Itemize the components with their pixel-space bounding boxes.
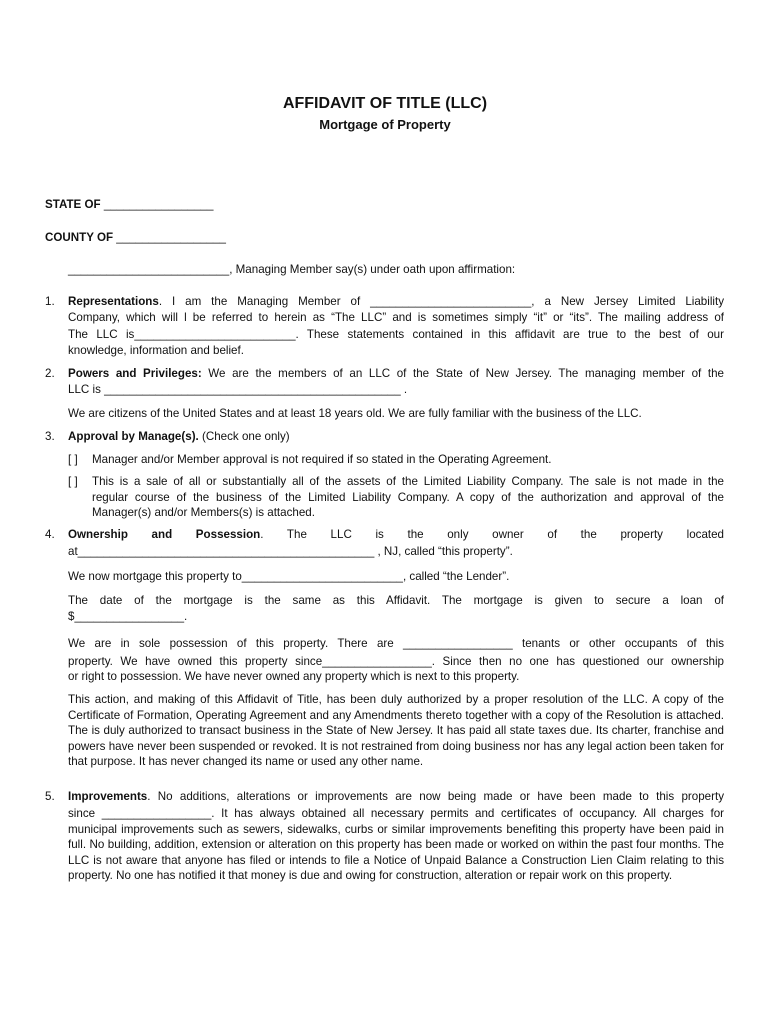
mortgage-date-line-1: The date of the mortgage is the same as this Affidavit. The mortgage is given to secure a loan of [68, 594, 724, 607]
section-4-line-2: at______________________________________________ , NJ, called “this property”. [68, 545, 513, 558]
county-blank: _________________ [116, 231, 226, 244]
possession-line-1: We are in sole possession of this property. There are _________________ tenants or other occupants of this [68, 637, 724, 650]
state-line [45, 197, 213, 213]
document-title: AFFIDAVIT OF TITLE (LLC) [282, 95, 488, 112]
section-5-paragraph: since _________________. It has always obtained all necessary permits and certificates of occupancy. All charges for municipal improvements such as sewers, sidewalks, curbs or similar improvements benefiting this property have been paid in full. No building, addition, extension or alteration on this property has been made or worked on within the past four months. The LLC is not aware that anyone has filed or intends to file a Notice of Unpaid Balance a Construction Lien Claim relating to this property. No one has notified it that money is due and owing for construction, alteration or repair work on this property. [68, 807, 724, 882]
option-2-line-2: regular course of the business of the Limited Liability Company. A copy of the authorization and approval of the [92, 491, 724, 504]
section-2-paragraph: We are citizens of the United States and at least 18 years old. We are fully familiar with the business of the LLC. [68, 407, 642, 420]
section-1-line-2: Company, which will l be referred to herein as “The LLC” and is sometimes simply “it” or “its”. The mailing address of [68, 311, 724, 324]
section-5-number: 5. [45, 790, 55, 803]
section-1-heading: Representations [68, 295, 159, 308]
county-line [45, 230, 226, 246]
intro-line: _________________________, Managing Member say(s) under oath upon affirmation: [68, 263, 516, 276]
option-1-checkbox[interactable]: [ ] [68, 453, 78, 466]
mortgage-to-line: We now mortgage this property to_________________________, called “the Lender”. [68, 570, 510, 583]
section-2-line-2: LLC is ______________________________________________ . [68, 383, 408, 396]
possession-line-2: property. We have owned this property since_________________. Since then no one has questioned our ownership [68, 655, 724, 668]
section-1-line-1: Representations. I am the Managing Member of _________________________, a New Jersey Limited Liability [68, 295, 724, 308]
section-4-number: 4. [45, 528, 55, 541]
option-1-text: Manager and/or Member approval is not required if so stated in the Operating Agreement. [92, 453, 552, 466]
section-2-line-1: Powers and Privileges: We are the members of an LLC of the State of New Jersey. The managing member of the [68, 367, 724, 380]
section-5-line-1: Improvements. No additions, alterations or improvements are now being made or have been made to this property [68, 790, 724, 803]
section-3-number: 3. [45, 430, 55, 443]
option-2-checkbox[interactable]: [ ] [68, 475, 78, 488]
section-3-line: Approval by Manage(s). (Check one only) [68, 430, 290, 443]
section-4-line-1: Ownership and Possession. The LLC is the only owner of the property located [68, 528, 725, 541]
possession-line-3: or right to possession. We have never owned any property which is next to this property. [68, 670, 520, 683]
section-1-line-4: knowledge, information and belief. [68, 344, 244, 357]
section-1-number: 1. [45, 295, 55, 308]
section-5-heading: Improvements [68, 790, 148, 803]
option-2-line-3: Manager(s) and/or Members(s) is attached. [92, 506, 315, 519]
mortgage-date-line-2: $_________________. [68, 610, 188, 623]
section-2-number: 2. [45, 367, 55, 380]
document-subtitle: Mortgage of Property [319, 117, 451, 132]
state-blank: _________________ [103, 198, 214, 211]
option-2-line-1: This is a sale of all or substantially all of the assets of the Limited Liability Company. The sale is not made in the [92, 475, 724, 488]
section-3-heading: Approval by Manage(s). [68, 430, 199, 443]
section-1-line-3: The LLC is_________________________. These statements contained in this affidavit are true to the best of our [68, 328, 724, 341]
county-label: COUNTY OF [45, 231, 114, 244]
section-2-heading: Powers and Privileges: [68, 367, 202, 380]
state-label: STATE OF [45, 198, 101, 211]
authorization-paragraph: This action, and making of this Affidavit of Title, has been duly authorized by a proper resolution of the LLC. A copy of the Certificate of Formation, Operating Agreement and any Amendments thereto together with a copy of the Resolution is attached. The is duly authorized to transact business in the State of New Jersey. It has paid all state taxes due. Its charter, franchise and powers have never been suspended or revoked. It is not restrained from doing business nor has any legal action been taken for that purpose. It has never changed its name or used any other name. [68, 693, 724, 768]
section-4-heading: Ownership and Possession [68, 528, 261, 541]
